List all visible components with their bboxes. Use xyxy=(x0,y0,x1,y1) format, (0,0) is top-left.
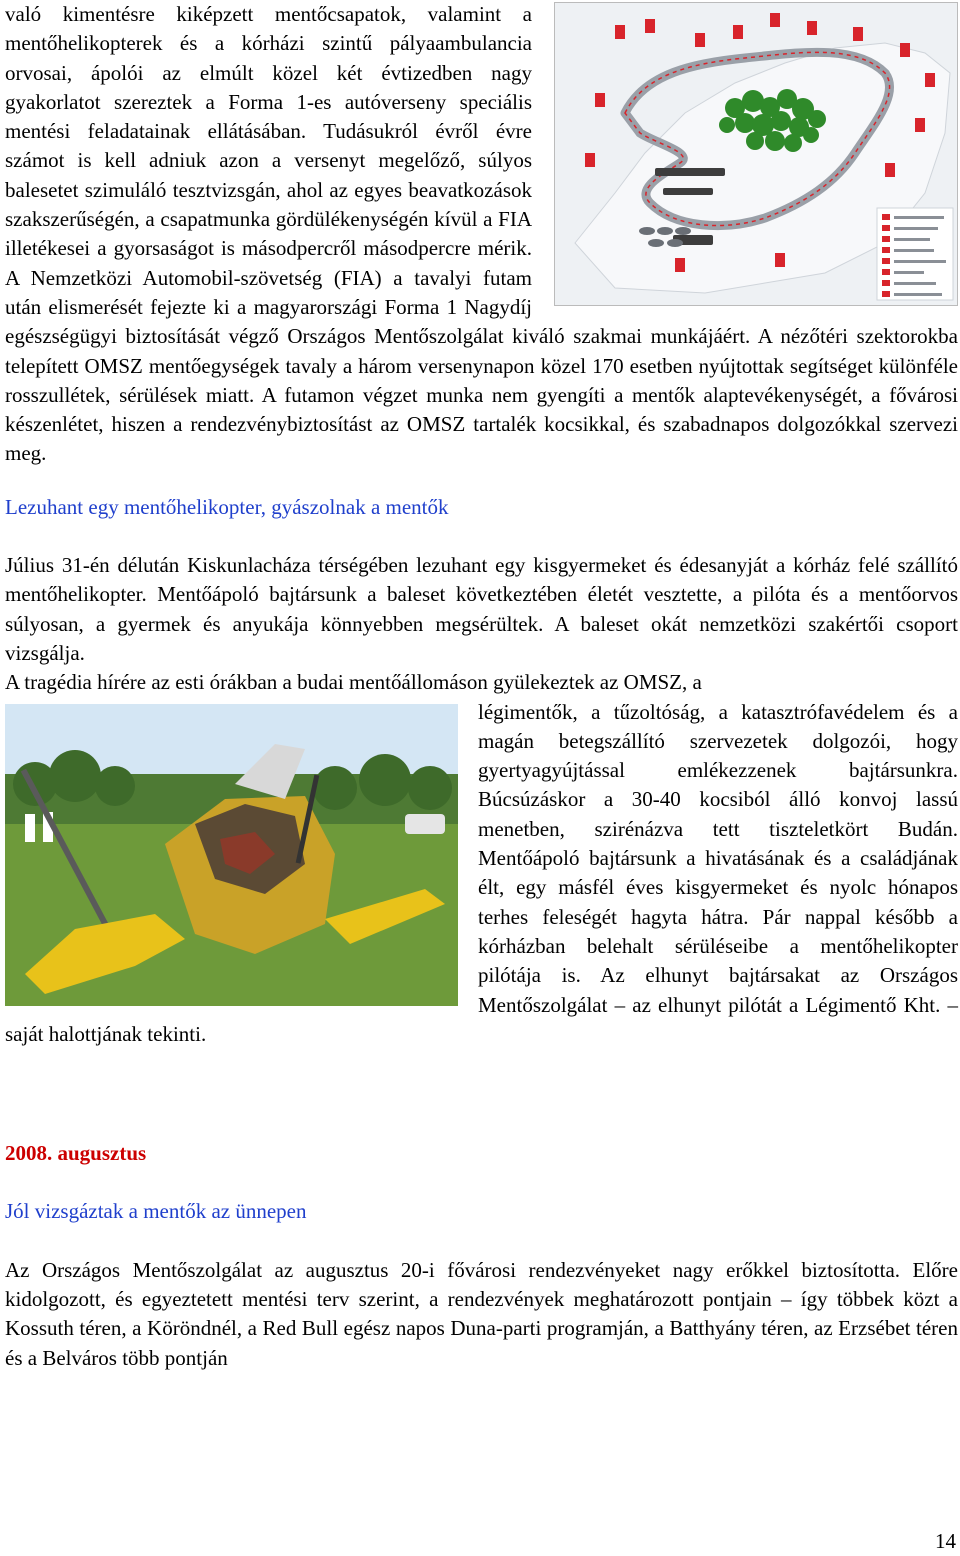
track-map-figure xyxy=(554,2,958,306)
section-heading-august: Jól vizsgáztak a mentők az ünnepen xyxy=(5,1199,307,1224)
hungaroring-map-image xyxy=(554,2,958,306)
helicopter-paragraph-2: légimentők, a tűzoltóság, a katasztrófavédelem és a magán betegszállító szervezetek dolgozói, hogy gyertyagyújtással emlékezzenek bajtársunkra. Búcsúzáskor a 30-40 kocsiból álló konvoj lassú menetben, szirénázva tett tiszteletkört Budán. Mentőápoló bajtársunk a hivatásának és a családjának élt, egy másfél éves kisgyermeket és nyolc hónapos terhes feleségét hagyta hátra. Pár nappal később a kórházban belehalt sérüléseibe a mentőhelikopter pilótája is. Az elhunyt bajtársakat az Országos Mentőszolgálat – az elhunyt pilótát a Légimentő Kht. – saját halottjának tekinti. xyxy=(5,699,958,1046)
intro-paragraph: való kimentésre kiképzett mentőcsapatok, valamint a mentőhelikopterek és a kórházi szintű pályaambulancia orvosai, ápolói az elmúlt közel két évtizedben nagy gyakorlatot szereztek a Forma 1-es autóverseny speciális mentési feladatainak ellátásában. Tudásukról évről évre számot is kell adniuk azon a versenyt megelőző, súlyos balesetet szimuláló tesztvizsgán, ahol az egyes beavatkozások szakszerűségén, a csapatmunka gördülékenységén kívül a FIA illetékesei a gyorsaságot is másodpercről másodpercre mérik. A Nemzetközi Automobil-szövetség (FIA) a tavalyi futam után elismerését fejezte ki a magyarországi Forma 1 Nagydíj egészségügyi biztosítását végző Országos Mentőszolgálat kiváló szakmai munkájáért. A nézőtéri szektorokba telepített OMSZ mentőegységek tavaly a három versenynapon közel 170 esetben nyújtottak segítséget különféle rosszullétek, sérülések miatt. A futamon végzet munka nem gyengíti a mentők alaptevékenységét, a fővárosi készenlétet, hiszen a rendezvénybiztosítást az OMSZ tartalék kocsikkal, és szabadnapos dolgozókkal szervezi meg. xyxy=(5,2,958,466)
page-number: 14 xyxy=(935,1529,956,1553)
helicopter-paragraph-1: Július 31-én délután Kiskunlacháza térségében lezuhant egy kisgyermeket és édesanyját a kórház felé szállító mentőhelikopter. Mentőápoló bajtársunk a baleset következtében életét vesztette, a pilóta és a mentőorvos súlyosan, a gyermek és anyukája könnyebben megsérültek. A baleset okát nemzetközi szakértői csoport vizsgálja. xyxy=(5,553,958,665)
date-heading: 2008. augusztus xyxy=(5,1141,147,1166)
document-page xyxy=(5,0,958,1373)
crash-photo-figure xyxy=(5,704,458,1006)
helicopter-crash-photo xyxy=(5,704,458,1006)
helicopter-paragraph-2-first-line: A tragédia hírére az esti órákban a budai mentőállomáson gyülekeztek az OMSZ, a xyxy=(5,670,702,695)
august-paragraph: Az Országos Mentőszolgálat az augusztus 20-i fővárosi rendezvényeket nagy erőkkel biztosította. Előre kidolgozott, és egyeztetett mentési terv szerint, a rendezvények meghatározott pontjain – így többek közt a Kossuth téren, a Köröndnél, a Red Bull egész napos Duna-parti programján, a Batthyány téren, az Erzsébet téren és a Belváros több pontján xyxy=(5,1257,958,1370)
section-heading-helicopter: Lezuhant egy mentőhelikopter, gyászolnak a mentők xyxy=(5,494,449,519)
